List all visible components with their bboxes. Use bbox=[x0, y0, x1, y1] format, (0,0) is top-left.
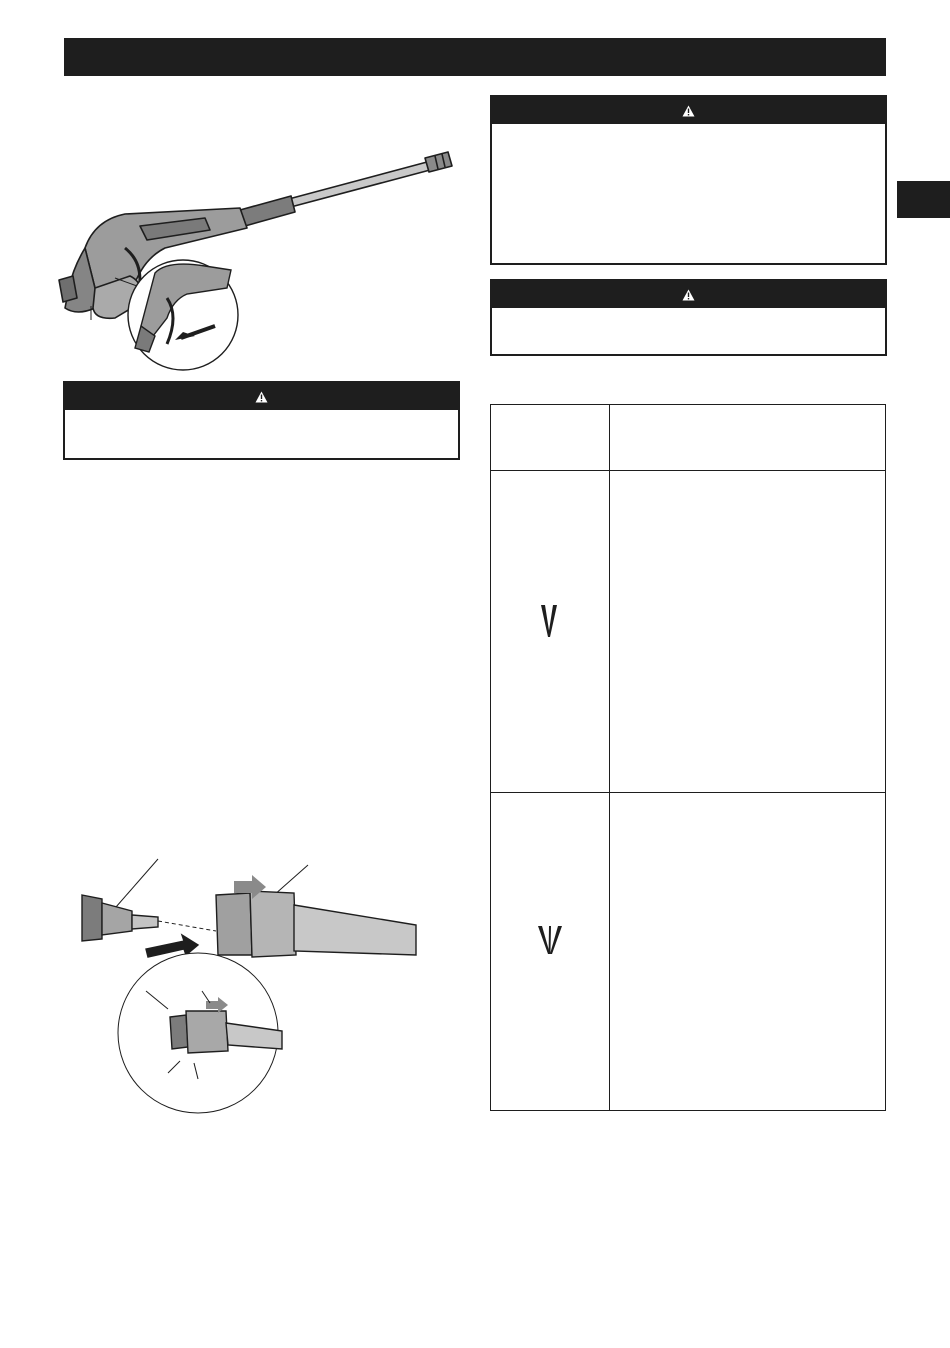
warning-triangle-icon bbox=[682, 105, 695, 117]
warning-box-left bbox=[63, 381, 460, 460]
nozzle-connection-illustration bbox=[76, 855, 421, 1115]
spray-gun-trigger-illustration bbox=[55, 148, 465, 373]
warning-triangle-icon bbox=[682, 289, 695, 301]
nozzle-table bbox=[490, 404, 886, 1111]
warning-header bbox=[65, 383, 458, 410]
table-row-divider bbox=[491, 792, 885, 793]
table-row-divider bbox=[491, 470, 885, 471]
warning-header bbox=[492, 281, 885, 308]
quick-connect-nozzle-icon bbox=[82, 859, 416, 1113]
chapter-side-tab bbox=[897, 181, 950, 218]
warning-box-right-bottom bbox=[490, 279, 887, 356]
warning-header bbox=[492, 97, 885, 124]
table-column-divider bbox=[609, 405, 610, 1110]
warning-triangle-icon bbox=[255, 391, 268, 403]
wide-spray-fan-icon bbox=[537, 924, 563, 956]
warning-box-right-top bbox=[490, 95, 887, 265]
section-header-bar bbox=[64, 38, 886, 76]
spray-gun-icon bbox=[59, 152, 452, 318]
narrow-spray-fan-icon bbox=[539, 603, 559, 641]
